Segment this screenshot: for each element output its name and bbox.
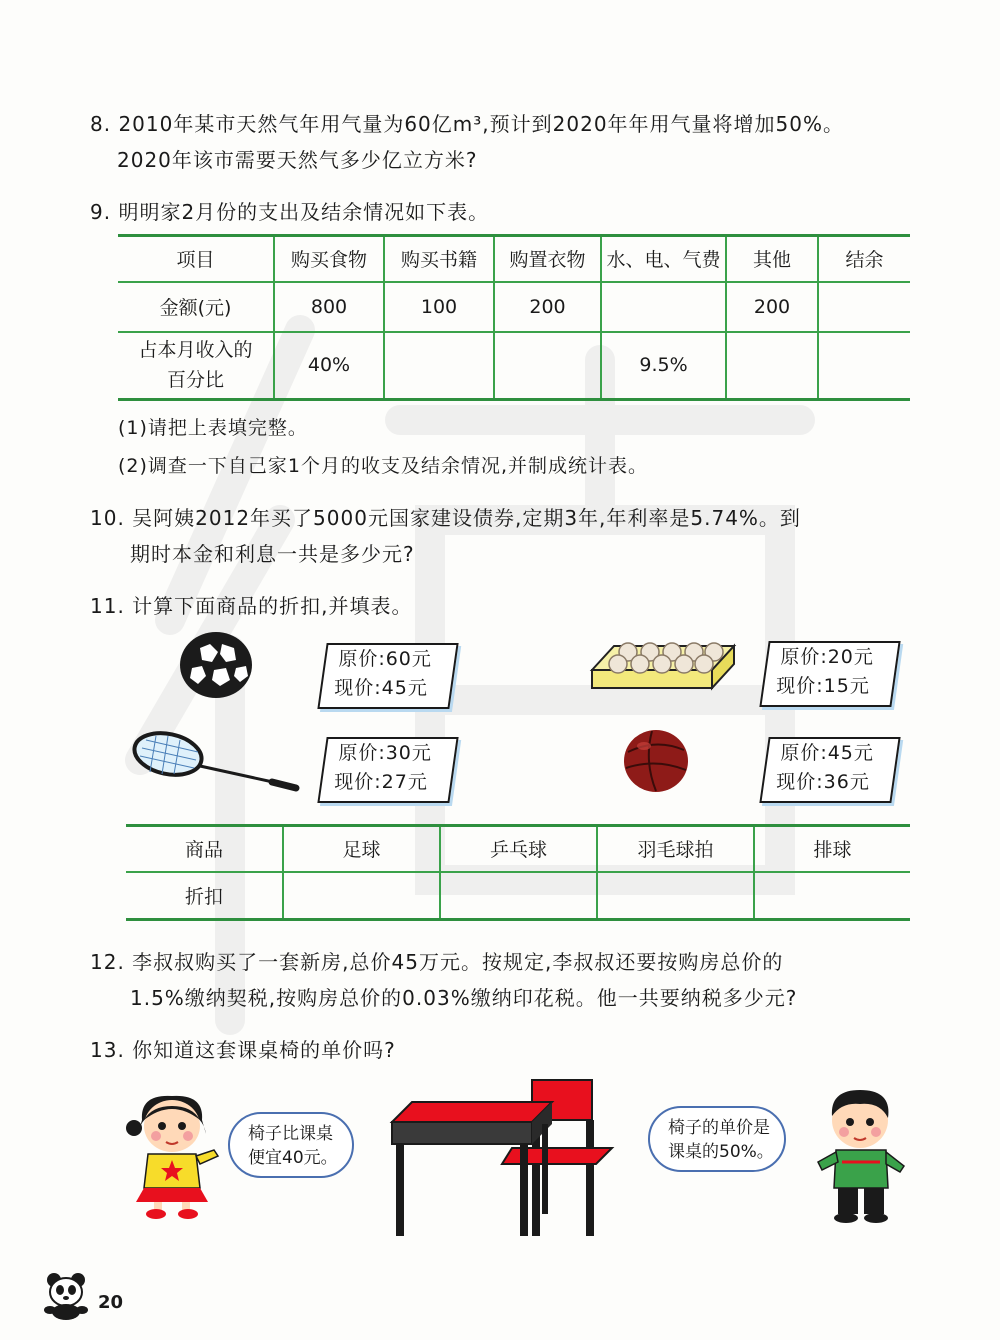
boy-illustration <box>808 1084 918 1228</box>
q9-sub2: (2)调查一下自己家1个月的收支及结余情况,并制成统计表。 <box>118 455 649 477</box>
header-clothes: 购置衣物 <box>494 236 601 282</box>
soccer-current-price: 现价:45元 <box>334 677 428 699</box>
row-percent-label <box>118 332 274 400</box>
volleyball-current-price: 现价:36元 <box>776 771 870 793</box>
discount-soccer <box>283 872 440 920</box>
amount-food: 800 <box>274 282 384 332</box>
desk-and-chair-image <box>382 1078 622 1242</box>
price-tag-soccer <box>317 643 458 709</box>
header-food: 购买食物 <box>274 236 384 282</box>
discount-pingpong <box>440 872 597 920</box>
page-number: 20 <box>98 1292 124 1313</box>
header-pingpong: 乒乓球 <box>440 826 597 872</box>
header-balance: 结余 <box>818 236 910 282</box>
q8-line2: 2020年该市需要天然气多少亿立方米? <box>117 148 478 172</box>
percent-clothes <box>494 332 601 400</box>
pingpong-original-price: 原价:20元 <box>780 646 874 668</box>
boy-speech-bubble <box>648 1106 786 1172</box>
amount-utilities <box>601 282 726 332</box>
expense-table <box>118 234 910 401</box>
header-soccer: 足球 <box>283 826 440 872</box>
amount-other: 200 <box>726 282 818 332</box>
q9-sub1: (1)请把上表填完整。 <box>118 417 308 439</box>
amount-clothes: 200 <box>494 282 601 332</box>
amount-balance <box>818 282 910 332</box>
header-books: 购买书籍 <box>384 236 494 282</box>
soccer-original-price: 原价:60元 <box>338 648 432 670</box>
row-amount-label: 金额(元) <box>118 282 274 332</box>
question-10 <box>90 500 801 572</box>
header-other: 其他 <box>726 236 818 282</box>
girl-speech-line2: 便宜40元。 <box>248 1148 338 1168</box>
soccer-ball-image <box>178 630 258 704</box>
girl-speech-bubble <box>228 1112 354 1178</box>
racket-original-price: 原价:30元 <box>338 742 432 764</box>
volleyball-original-price: 原价:45元 <box>780 742 874 764</box>
header-product: 商品 <box>126 826 283 872</box>
question-13-title: 13. 你知道这套课桌椅的单价吗? <box>90 1038 396 1062</box>
percent-food: 40% <box>274 332 384 400</box>
percent-balance <box>818 332 910 400</box>
discount-volleyball <box>754 872 910 920</box>
panda-icon <box>40 1270 92 1324</box>
q10-line1: 10. 吴阿姨2012年买了5000元国家建设债券,定期3年,年利率是5.74%。到 <box>90 506 801 530</box>
discount-racket <box>597 872 754 920</box>
boy-speech-line1: 椅子的单价是 <box>668 1118 770 1138</box>
price-tag-volleyball <box>759 737 900 803</box>
percent-utilities: 9.5% <box>601 332 726 400</box>
price-tag-ping-pong <box>759 641 900 707</box>
boy-speech-line2: 课桌的50%。 <box>668 1142 774 1162</box>
badminton-racket-image <box>132 728 302 802</box>
question-9-title: 9. 明明家2月份的支出及结余情况如下表。 <box>90 200 490 224</box>
header-item: 项目 <box>118 236 274 282</box>
ping-pong-balls-image <box>588 636 738 698</box>
question-12 <box>90 944 797 1016</box>
question-8 <box>90 106 844 178</box>
q12-line2: 1.5%缴纳契税,按购房总价的0.03%缴纳印花税。他一共要纳税多少元? <box>130 986 798 1010</box>
percent-other <box>726 332 818 400</box>
question-11-title: 11. 计算下面商品的折扣,并填表。 <box>90 594 413 618</box>
volleyball-image <box>622 728 692 798</box>
header-volleyball: 排球 <box>754 826 910 872</box>
amount-books: 100 <box>384 282 494 332</box>
q12-line1: 12. 李叔叔购买了一套新房,总价45万元。按规定,李叔叔还要按购房总价的 <box>90 950 784 974</box>
row-discount-label: 折扣 <box>126 872 283 920</box>
header-racket: 羽毛球拍 <box>597 826 754 872</box>
racket-current-price: 现价:27元 <box>334 771 428 793</box>
header-utilities: 水、电、气费 <box>601 236 726 282</box>
row-percent-label-a: 占本月收入的 <box>138 339 253 362</box>
row-percent-label-b: 百分比 <box>166 369 224 392</box>
girl-speech-line1: 椅子比课桌 <box>248 1124 333 1144</box>
pingpong-current-price: 现价:15元 <box>776 675 870 697</box>
discount-table <box>126 824 910 921</box>
percent-books <box>384 332 494 400</box>
price-tag-racket <box>317 737 458 803</box>
girl-illustration <box>122 1090 232 1224</box>
q10-line2: 期时本金和利息一共是多少元? <box>130 542 415 566</box>
q8-line1: 8. 2010年某市天然气年用气量为60亿m³,预计到2020年年用气量将增加50%。 <box>90 112 844 136</box>
